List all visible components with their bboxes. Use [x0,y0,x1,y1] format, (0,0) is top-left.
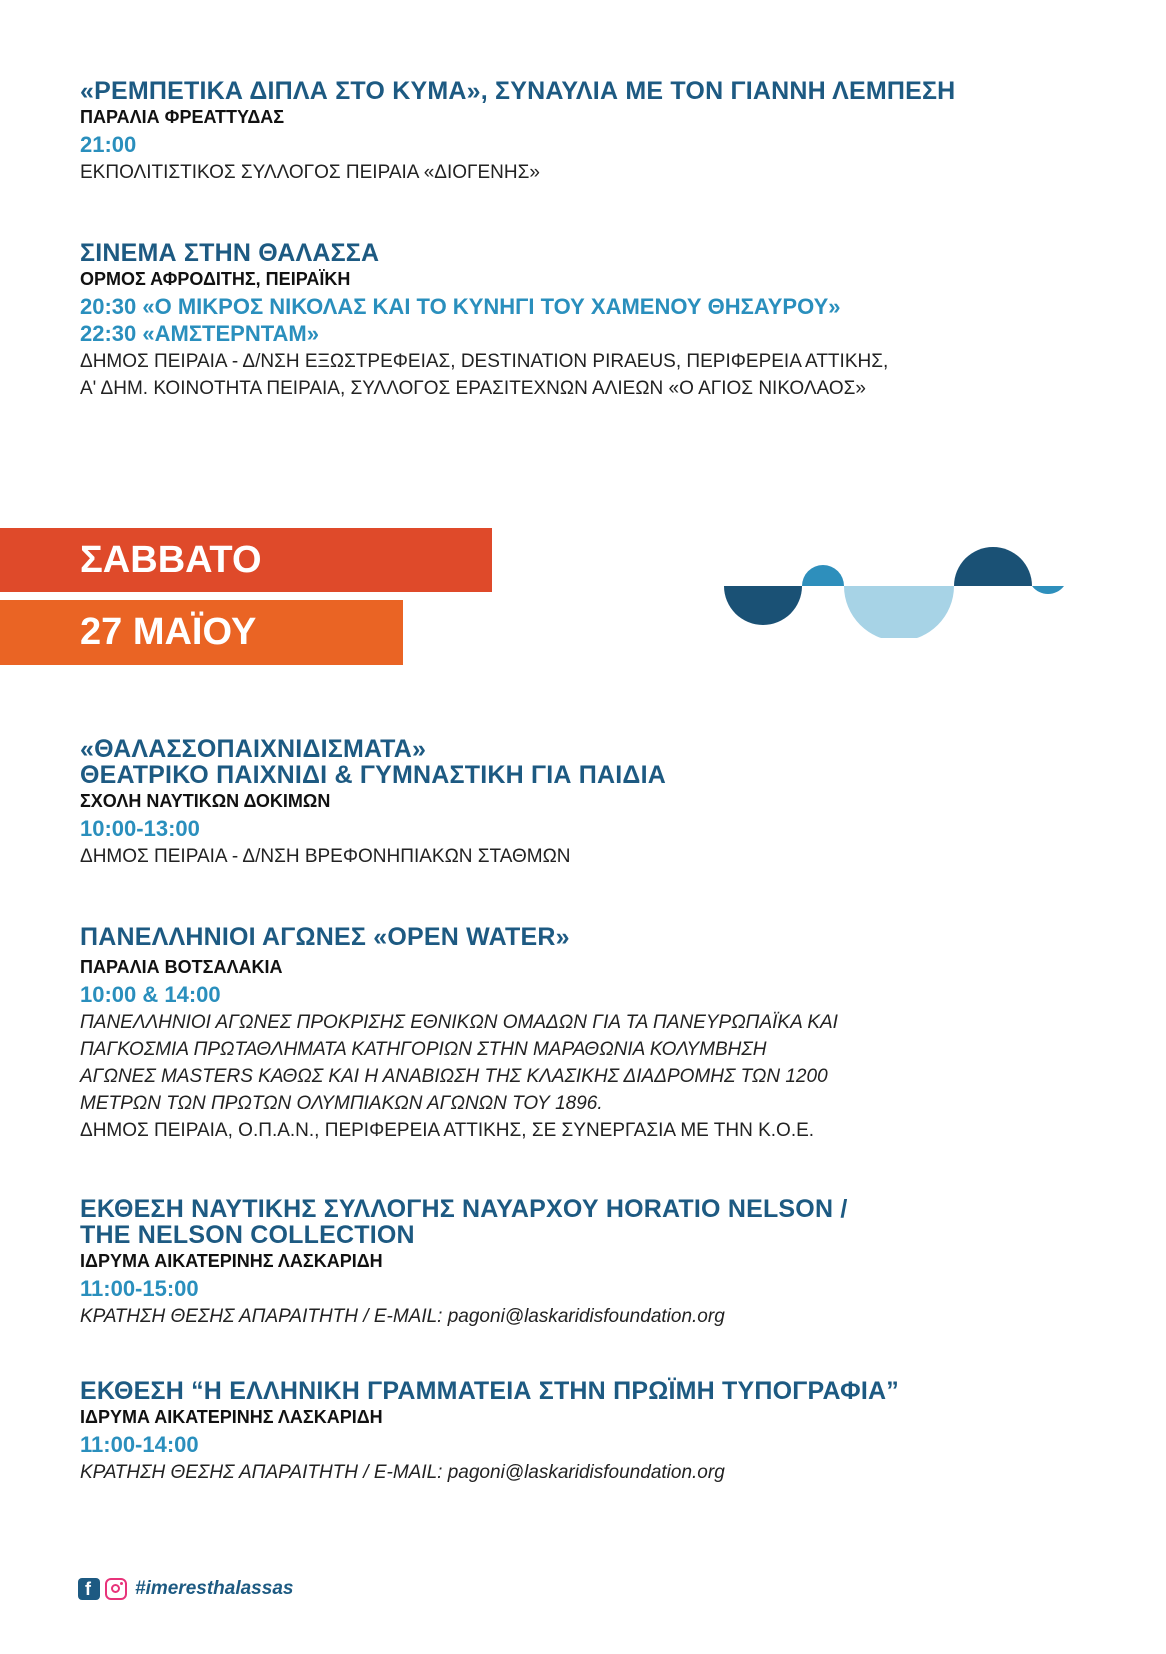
event-title: ΕΚΘΕΣΗ “Η ΕΛΛΗΝΙΚΗ ΓΡΑΜΜΑΤΕΙΑ ΣΤΗΝ ΠΡΩΪΜΗ ΤΥΠΟΓΡΑΦΙΑ” [80,1377,899,1405]
event-rebetika [80,78,1080,186]
wave-semicircle-icon [844,586,954,638]
event-time: 11:00-15:00 [80,1276,199,1301]
event-greek-literature [80,1378,1080,1486]
event-booking: ΚΡΑΤΗΣΗ ΘΕΣΗΣ ΑΠΑΡΑΙΤΗΤΗ / E-MAIL: pagoni@laskaridisfoundation.org [80,1462,725,1483]
footer [78,1578,293,1600]
event-booking: ΚΡΑΤΗΣΗ ΘΕΣΗΣ ΑΠΑΡΑΙΤΗΤΗ / E-MAIL: pagoni@laskaridisfoundation.org [80,1306,725,1327]
event-cinema [80,240,1080,402]
event-organizer: ΔΗΜΟΣ ΠΕΙΡΑΙΑ - Δ/ΝΣΗ ΒΡΕΦΟΝΗΠΙΑΚΩΝ ΣΤΑΘΜΩΝ [80,846,571,867]
instagram-icon[interactable] [105,1578,127,1600]
event-description: ΠΑΝΕΛΛΗΝΙΟΙ ΑΓΩΝΕΣ ΠΡΟΚΡΙΣΗΣ ΕΘΝΙΚΩΝ ΟΜΑΔΩΝ ΓΙΑ ΤΑ ΠΑΝΕΥΡΩΠΑΪΚΑ ΚΑΙ [80,1012,838,1033]
event-time: 21:00 [80,132,137,157]
event-title: ΣΙΝΕΜΑ ΣΤΗΝ ΘΑΛΑΣΣΑ [80,239,380,267]
event-nelson-collection [80,1196,1080,1330]
event-organizer: ΔΗΜΟΣ ΠΕΙΡΑΙΑ - Δ/ΝΣΗ ΕΞΩΣΤΡΕΦΕΙΑΣ, DESTINATION PIRAEUS, ΠΕΡΙΦΕΡΕΙΑ ΑΤΤΙΚΗΣ, [80,351,889,372]
wave-semicircle-icon [954,547,1032,586]
event-title: ΕΚΘΕΣΗ ΝΑΥΤΙΚΗΣ ΣΥΛΛΟΓΗΣ ΝΑΥΑΡΧΟΥ HORATIO NELSON / [80,1195,848,1223]
event-title: «ΡΕΜΠΕΤΙΚΑ ΔΙΠΛΑ ΣΤΟ ΚΥΜΑ», ΣΥΝΑΥΛΙΑ ΜΕ ΤΟΝ ΓΙΑΝΝΗ ΛΕΜΠΕΣΗ [80,77,956,105]
event-organizer: ΕΚΠΟΛΙΤΙΣΤΙΚΟΣ ΣΥΛΛΟΓΟΣ ΠΕΙΡΑΙΑ «ΔΙΟΓΕΝΗΣ» [80,162,540,183]
event-venue: ΣΧΟΛΗ ΝΑΥΤΙΚΩΝ ΔΟΚΙΜΩΝ [80,791,331,811]
event-venue: ΙΔΡΥΜΑ ΑΙΚΑΤΕΡΙΝΗΣ ΛΑΣΚΑΡΙΔΗ [80,1407,383,1427]
event-open-water [80,924,1080,1144]
day-banner: ΣΑΒΒΑΤΟ [0,528,492,592]
event-organizer: ΔΗΜΟΣ ΠΕΙΡΑΙΑ, Ο.Π.Α.Ν., ΠΕΡΙΦΕΡΕΙΑ ΑΤΤΙΚΗΣ, ΣΕ ΣΥΝΕΡΓΑΣΙΑ ΜΕ ΤΗΝ Κ.Ο.Ε. [80,1120,815,1141]
event-title: THE NELSON COLLECTION [80,1221,415,1249]
wave-semicircle-icon [724,586,802,625]
event-thalassopaixnidismata [80,736,1080,870]
wave-semicircle-icon [802,565,844,586]
event-venue: ΠΑΡΑΛΙΑ ΒΟΤΣΑΛΑΚΙΑ [80,957,283,977]
event-description: ΜΕΤΡΩΝ ΤΩΝ ΠΡΩΤΩΝ ΟΛΥΜΠΙΑΚΩΝ ΑΓΩΝΩΝ ΤΟΥ 1896. [80,1093,603,1114]
event-venue: ΙΔΡΥΜΑ ΑΙΚΑΤΕΡΙΝΗΣ ΛΑΣΚΑΡΙΔΗ [80,1251,383,1271]
event-time: 22:30 «ΑΜΣΤΕΡΝΤΑΜ» [80,321,319,346]
wave-semicircle-icon [1032,586,1064,594]
event-time: 10:00 & 14:00 [80,982,221,1007]
event-time: 10:00-13:00 [80,816,200,841]
event-venue: ΠΑΡΑΛΙΑ ΦΡΕΑΤΤΥΔΑΣ [80,107,285,127]
event-description: ΑΓΩΝΕΣ MASTERS ΚΑΘΩΣ ΚΑΙ Η ΑΝΑΒΙΩΣΗ ΤΗΣ ΚΛΑΣΙΚΗΣ ΔΙΑΔΡΟΜΗΣ ΤΩΝ 1200 [80,1066,828,1087]
event-title: ΘΕΑΤΡΙΚΟ ΠΑΙΧΝΙΔΙ & ΓΥΜΝΑΣΤΙΚΗ ΓΙΑ ΠΑΙΔΙΑ [80,761,666,789]
event-time: 20:30 «Ο ΜΙΚΡΟΣ ΝΙΚΟΛΑΣ ΚΑΙ ΤΟ ΚΥΝΗΓΙ ΤΟΥ ΧΑΜΕΝΟΥ ΘΗΣΑΥΡΟΥ» [80,294,841,319]
event-venue: ΟΡΜΟΣ ΑΦΡΟΔΙΤΗΣ, ΠΕΙΡΑΪΚΗ [80,269,351,289]
event-organizer: Α' ΔΗΜ. ΚΟΙΝΟΤΗΤΑ ΠΕΙΡΑΙΑ, ΣΥΛΛΟΓΟΣ ΕΡΑΣΙΤΕΧΝΩΝ ΑΛΙΕΩΝ «Ο ΑΓΙΟΣ ΝΙΚΟΛΑΟΣ» [80,378,866,399]
event-time: 11:00-14:00 [80,1432,199,1457]
facebook-icon[interactable]: f [78,1578,100,1600]
hashtag[interactable]: #imeresthalassas [135,1578,294,1599]
event-title: ΠΑΝΕΛΛΗΝΙΟΙ ΑΓΩΝΕΣ «OPEN WATER» [80,923,570,951]
event-title: «ΘΑΛΑΣΣΟΠΑΙΧΝΙΔΙΣΜΑΤΑ» [80,735,427,763]
wave-decoration-icon [724,546,1064,638]
date-banner: 27 ΜΑΪΟΥ [0,600,403,665]
event-description: ΠΑΓΚΟΣΜΙΑ ΠΡΩΤΑΘΛΗΜΑΤΑ ΚΑΤΗΓΟΡΙΩΝ ΣΤΗΝ ΜΑΡΑΘΩΝΙΑ ΚΟΛΥΜΒΗΣΗ [80,1039,767,1060]
